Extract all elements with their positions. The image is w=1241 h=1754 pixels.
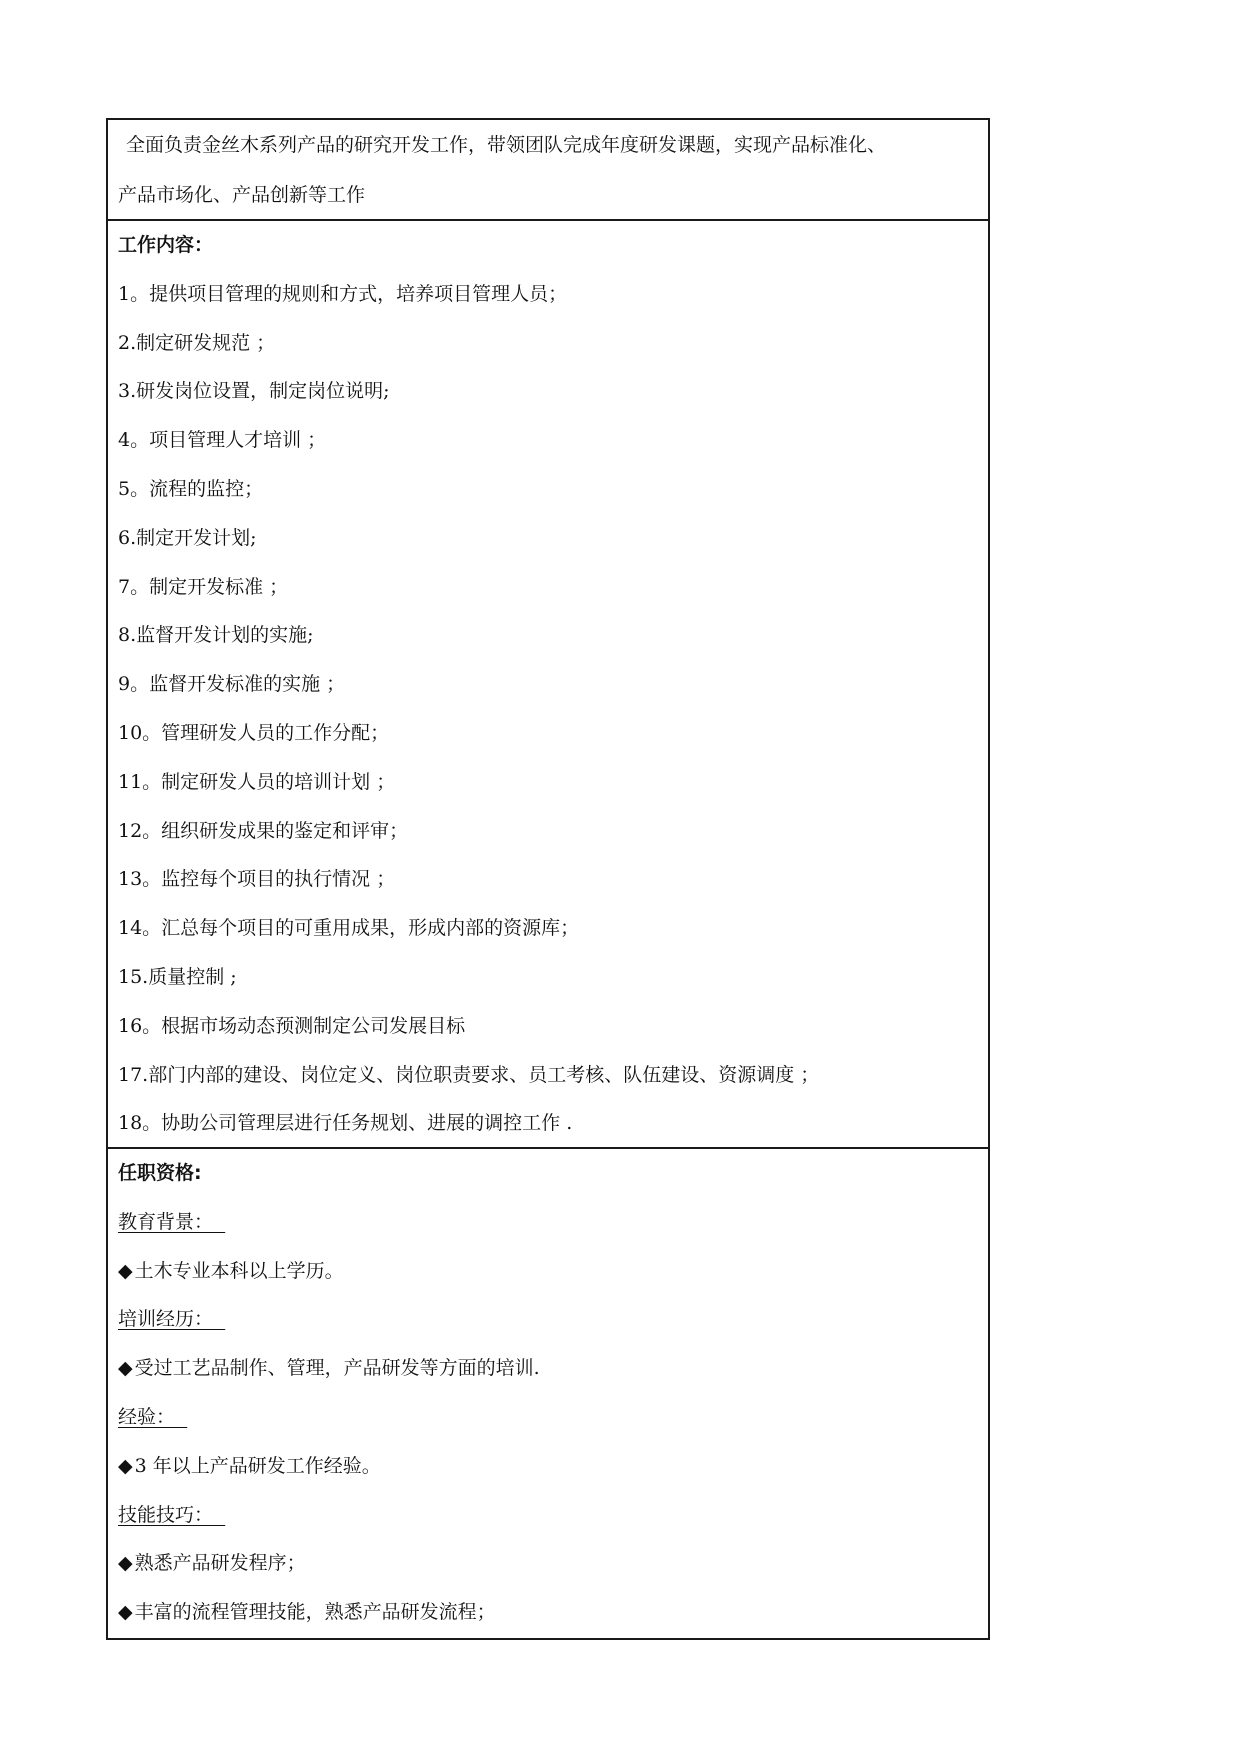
skills-item — [118, 1588, 978, 1637]
responsibility-summary-cell — [108, 120, 988, 221]
duty-item: 9。监督开发标准的实施 ； — [118, 673, 346, 696]
duty-item: 1。提供项目管理的规则和方式，培养项目管理人员； — [118, 282, 568, 305]
qualifications-heading: 任职资格: — [118, 1162, 202, 1184]
education-label: 教育背景： — [118, 1210, 214, 1233]
duty-item: 2.制定研发规范 ； — [118, 331, 276, 354]
duty-item: 16。根据市场动态预测制定公司发展目标 — [118, 1014, 466, 1037]
training-text: 受过工艺品制作、管理，产品研发等方面的培训. — [134, 1357, 540, 1380]
diamond-bullet-icon: ◆ — [118, 1259, 133, 1282]
training-item — [118, 1344, 978, 1393]
duty-item: 14。汇总每个项目的可重用成果，形成内部的资源库； — [118, 917, 580, 940]
diamond-bullet-icon: ◆ — [118, 1601, 133, 1624]
skills-text: 丰富的流程管理技能，熟悉产品研发流程； — [134, 1601, 496, 1624]
training-subheading — [118, 1295, 978, 1344]
diamond-bullet-icon: ◆ — [118, 1357, 133, 1380]
duty-item: 6.制定开发计划; — [118, 526, 257, 549]
skills-subheading — [118, 1491, 978, 1540]
education-text: 土木专业本科以上学历。 — [134, 1259, 344, 1282]
duty-item: 8.监督开发计划的实施; — [118, 624, 314, 647]
experience-subheading — [118, 1393, 978, 1442]
diamond-bullet-icon: ◆ — [118, 1552, 133, 1575]
job-description-table — [106, 118, 990, 1640]
duty-item: 13。监控每个项目的执行情况 ； — [118, 868, 396, 891]
duty-item: 18。协助公司管理层进行任务规划、进展的调控工作 . — [118, 1112, 573, 1135]
summary-line-2: 产品市场化、产品创新等工作 — [118, 184, 366, 206]
experience-item — [118, 1442, 978, 1491]
duty-item: 3.研发岗位设置，制定岗位说明; — [118, 380, 390, 403]
summary-line-1: 全面负责金丝木系列产品的研究开发工作，带领团队完成年度研发课题，实现产品标准化、 — [126, 134, 887, 156]
experience-text: 3 年以上产品研发工作经验。 — [134, 1454, 381, 1477]
skills-label: 技能技巧： — [118, 1503, 214, 1526]
training-label: 培训经历： — [118, 1308, 214, 1331]
duty-item: 5。流程的监控； — [118, 477, 264, 500]
duty-item: 11。制定研发人员的培训计划 ； — [118, 770, 396, 793]
duty-item: 4。项目管理人才培训 ； — [118, 429, 327, 452]
work-content-cell — [108, 221, 988, 1149]
duty-item: 7。制定开发标准 ； — [118, 575, 289, 598]
work-content-heading: 工作内容： — [118, 234, 214, 256]
skills-text: 熟悉产品研发程序； — [134, 1552, 306, 1575]
skills-item — [118, 1539, 978, 1588]
diamond-bullet-icon: ◆ — [118, 1454, 133, 1477]
education-subheading — [118, 1198, 978, 1247]
duty-item: 15.质量控制 ; — [118, 965, 237, 988]
education-item — [118, 1247, 978, 1296]
duty-item: 12。组织研发成果的鉴定和评审； — [118, 819, 409, 842]
experience-label: 经验： — [118, 1405, 176, 1428]
duty-item: 17.部门内部的建设、岗位定义、岗位职责要求、员工考核、队伍建设、资源调度 ； — [118, 1063, 820, 1086]
qualifications-cell — [108, 1149, 988, 1638]
duty-item: 10。管理研发人员的工作分配； — [118, 721, 390, 744]
